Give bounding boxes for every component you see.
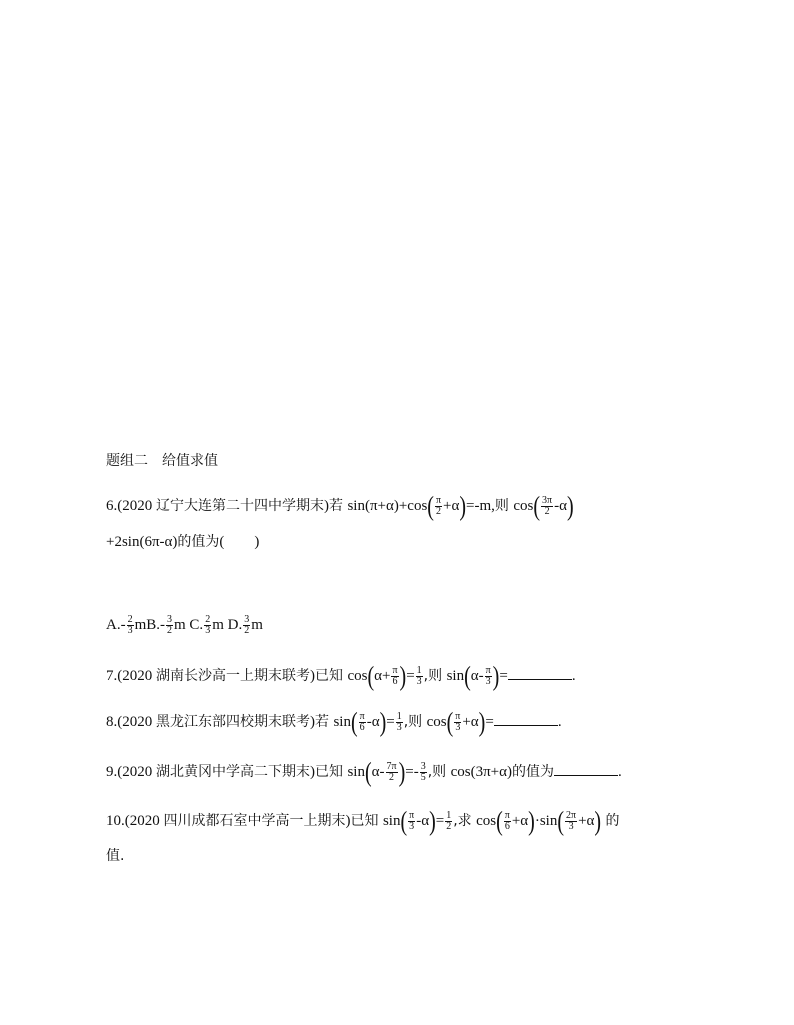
q7-number: 7.(2020 xyxy=(106,668,156,684)
section-title: 题组二 给值求值 xyxy=(106,453,218,469)
fraction: $\frac{3\pi}{2}$ xyxy=(542,495,553,518)
option-d: D. $\frac{3}{2}$ m xyxy=(227,614,263,637)
option-a: A.- $\frac{2}{3}$ m xyxy=(106,614,147,637)
q10-source: 四川成都石室中学高一上期末 xyxy=(163,813,346,829)
question-8: 8.(2020 黑龙江东部四校期末联考)若 sin( $\frac{\pi}{6}$ -α)= $\frac{1}{3}$ ,则 cos( $\frac{\pi}{3}$ +α)= . xyxy=(106,707,562,738)
answer-blank xyxy=(554,762,618,776)
question-9: 9.(2020 湖北黄冈中学高二下期末)已知 sin(α- $\frac{7\pi}{2}$ )=- $\frac{3}{5}$ ,则 cos(3π+α)的值为 . xyxy=(106,757,622,788)
option-c: C. $\frac{2}{3}$ m xyxy=(189,614,224,637)
question-6-line-1 xyxy=(106,491,574,522)
q6-expr-b: +α xyxy=(443,498,460,514)
q7-source: 湖南长沙高一上期末联考 xyxy=(156,668,310,684)
q6-number: 6.(2020 xyxy=(106,498,156,514)
answer-blank xyxy=(494,712,558,726)
q9-source: 湖北黄冈中学高二下期末 xyxy=(156,764,310,780)
fraction: $\frac{\pi}{2}$ xyxy=(435,495,442,518)
question-6-line-2 xyxy=(106,532,259,552)
options-row xyxy=(106,615,263,636)
question-7: 7.(2020 湖南长沙高一上期末联考)已知 cos(α+ $\frac{\pi}{6}$ )= $\frac{1}{3}$ ,则 sin(α- $\frac{\pi}{3}$ )= . xyxy=(106,661,576,692)
answer-blank xyxy=(508,666,572,680)
q6-then: 则 xyxy=(494,498,514,514)
q6-source-close: ) xyxy=(324,498,329,514)
q6-cos: cos xyxy=(513,498,534,514)
q6-expr-a: sin(π+α)+cos xyxy=(347,498,428,514)
q6-line2-text: 的值为 xyxy=(177,534,220,550)
q8-number: 8.(2020 xyxy=(106,714,156,730)
q6-source: 辽宁大连第二十四中学期末 xyxy=(156,498,324,514)
q6-expr-c: =-m, xyxy=(466,498,495,514)
q6-verb: 若 xyxy=(329,498,348,514)
paren-open: ( xyxy=(533,491,541,522)
q6-expr-d: -α xyxy=(554,498,567,514)
question-10-line-2: 值. xyxy=(106,848,125,864)
q9-number: 9.(2020 xyxy=(106,764,156,780)
answer-paren: ( ) xyxy=(219,534,260,550)
q10-number: 10.(2020 xyxy=(106,813,164,829)
q6-line2-expr: +2sin(6π-α) xyxy=(106,534,178,550)
paren-close: ) xyxy=(566,491,574,522)
q8-source: 黑龙江东部四校期末联考 xyxy=(156,714,310,730)
option-b: B.- $\frac{3}{2}$ m xyxy=(146,614,186,637)
paren-open: ( xyxy=(427,491,434,522)
paren-close: ) xyxy=(459,491,467,522)
question-10-line-1: 10.(2020 四川成都石室中学高一上期末)已知 sin( $\frac{\pi}{3}$ -α)= $\frac{1}{2}$ ,求 cos( $\frac{\pi}{6}$ +α)·sin( $\frac{2\pi}{3}$ +α) 的 xyxy=(106,806,620,837)
